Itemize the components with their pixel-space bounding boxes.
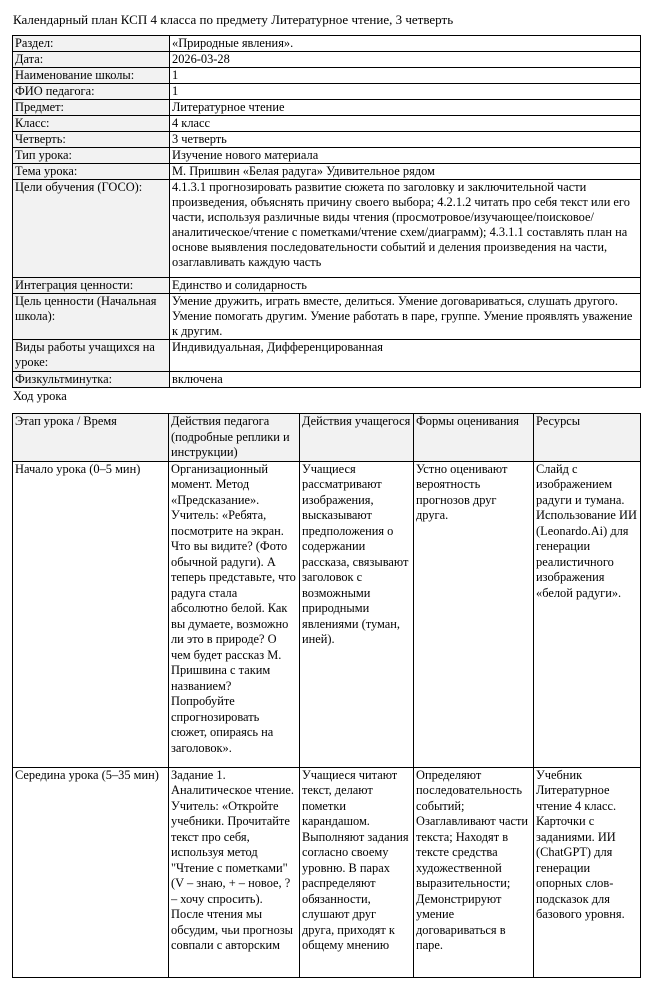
lesson-info-table xyxy=(12,35,641,388)
document-title: Календарный план КСП 4 класса по предмету Литературное чтение, 3 четверть xyxy=(13,12,454,27)
stage-cell xyxy=(13,461,169,767)
info-value: 2026-03-28 xyxy=(170,52,641,68)
resources-cell xyxy=(534,461,641,767)
info-row xyxy=(13,372,641,388)
column-header: Действия учащегося xyxy=(300,414,414,462)
info-label: Тема урока: xyxy=(13,164,170,180)
info-row xyxy=(13,132,641,148)
resources-cell-text: Слайд с изображением радуги и тумана. Использование ИИ (Leonardo.Ai) для генерации реалистичного изображения «белой радуги». xyxy=(536,461,637,600)
info-label: Наименование школы: xyxy=(13,68,170,84)
info-row xyxy=(13,148,641,164)
resources-cell-text: Учебник Литературное чтение 4 класс. Карточки с заданиями. ИИ (ChatGPT) для генерации опорных слов-подсказок для базового уровня. xyxy=(536,767,625,921)
info-label: Цель ценности (Начальная школа): xyxy=(13,294,170,340)
assessment-cell xyxy=(414,767,534,977)
info-row xyxy=(13,84,641,100)
assessment-cell-text: Определяют последовательность событий; Озаглавливают части текста; Находят в тексте средства художественной выразительности; Демонстрируют умение договариваться в паре. xyxy=(416,767,529,952)
info-value: М. Пришвин «Белая радуга» Удивительное рядом xyxy=(170,164,641,180)
info-row xyxy=(13,278,641,294)
lesson-row xyxy=(13,767,641,977)
info-value: 1 xyxy=(170,68,641,84)
info-value: Изучение нового материала xyxy=(170,148,641,164)
info-row xyxy=(13,164,641,180)
info-row xyxy=(13,52,641,68)
info-label: Тип урока: xyxy=(13,148,170,164)
info-label: Четверть: xyxy=(13,132,170,148)
info-value: Единство и солидарность xyxy=(170,278,641,294)
stage-cell xyxy=(13,767,169,977)
info-value: Умение дружить, играть вместе, делиться. Умение договариваться, слушать другого. Умение помогать другим. Умение работать в паре, группе. Умение проявлять уважение к другим. xyxy=(170,294,641,340)
column-header: Этап урока / Время xyxy=(13,414,169,462)
student-actions-cell-text: Учащиеся читают текст, делают пометки карандашом. Выполняют задания согласно своему уровню. В парах распределяют обязанности, слушают друг друга, приходят к общему мнению xyxy=(302,767,409,952)
stage-cell-text: Середина урока (5–35 мин) xyxy=(15,767,159,782)
info-value: Литературное чтение xyxy=(170,100,641,116)
assessment-cell xyxy=(414,461,534,767)
info-row xyxy=(13,340,641,372)
teacher-actions-cell-text: Организационный момент. Метод «Предсказание». Учитель: «Ребята, посмотрите на экран. Что вы видите? (Фото обычной радуги). А теперь представьте, что радуга стала абсолютно белой. Как вы думаете, возможно ли это в природе? О чем будет рассказ М. Пришвина с таким названием? Попробуйте спрогнозировать сюжет, опираясь на заголовок». xyxy=(171,461,296,755)
info-label: Раздел: xyxy=(13,36,170,52)
info-row xyxy=(13,116,641,132)
student-actions-cell xyxy=(300,461,414,767)
column-header: Действия педагога (подробные реплики и инструкции) xyxy=(169,414,300,462)
info-value: Индивидуальная, Дифференцированная xyxy=(170,340,641,372)
assessment-cell-text: Устно оценивают вероятность прогнозов друг друга. xyxy=(416,461,508,522)
info-label: Виды работы учащихся на уроке: xyxy=(13,340,170,372)
resources-cell xyxy=(534,767,641,977)
lesson-progress-table xyxy=(12,413,641,978)
info-row xyxy=(13,68,641,84)
stage-cell-text: Начало урока (0–5 мин) xyxy=(15,461,141,476)
column-header: Ресурсы xyxy=(534,414,641,462)
info-value: 4.1.3.1 прогнозировать развитие сюжета по заголовку и заключительной части произведения, объяснять причину своего выбора; 4.2.1.2 читать про себя текст или его части, используя различные виды чтения (просмотровое/изучающее/поисковое/ аналитическое/чтение с пометками/чтение схем/диаграмм); 4.3.1.1 составлять план на основе выявления последовательности событий и деления произведения на части, озаглавливать каждую часть xyxy=(170,180,641,278)
info-label: Цели обучения (ГОСО): xyxy=(13,180,170,278)
info-value: 1 xyxy=(170,84,641,100)
info-row xyxy=(13,180,641,278)
info-label: ФИО педагога: xyxy=(13,84,170,100)
info-value: 4 класс xyxy=(170,116,641,132)
student-actions-cell xyxy=(300,767,414,977)
teacher-actions-cell xyxy=(169,461,300,767)
info-label: Дата: xyxy=(13,52,170,68)
lesson-header-row xyxy=(13,414,641,462)
info-row xyxy=(13,294,641,340)
info-row xyxy=(13,36,641,52)
info-label: Класс: xyxy=(13,116,170,132)
teacher-actions-cell xyxy=(169,767,300,977)
info-label: Предмет: xyxy=(13,100,170,116)
info-value: «Природные явления». xyxy=(170,36,641,52)
student-actions-cell-text: Учащиеся рассматривают изображения, высказывают предположения о содержании рассказа, связывают заголовок с возможными природными явлениями (туман, иней). xyxy=(302,461,409,646)
lesson-row xyxy=(13,461,641,767)
info-value: 3 четверть xyxy=(170,132,641,148)
lesson-progress-label: Ход урока xyxy=(13,389,67,403)
info-row xyxy=(13,100,641,116)
teacher-actions-cell-text: Задание 1. Аналитическое чтение. Учитель: «Откройте учебники. Прочитайте текст про себя, используя метод "Чтение с пометками" (V – знаю, + – новое, ? – хочу спросить). После чтения мы обсудим, чьи прогнозы совпали с авторским xyxy=(171,767,294,952)
info-label: Интеграция ценности: xyxy=(13,278,170,294)
column-header: Формы оценивания xyxy=(414,414,534,462)
info-label: Физкультминутка: xyxy=(13,372,170,388)
info-value: включена xyxy=(170,372,641,388)
